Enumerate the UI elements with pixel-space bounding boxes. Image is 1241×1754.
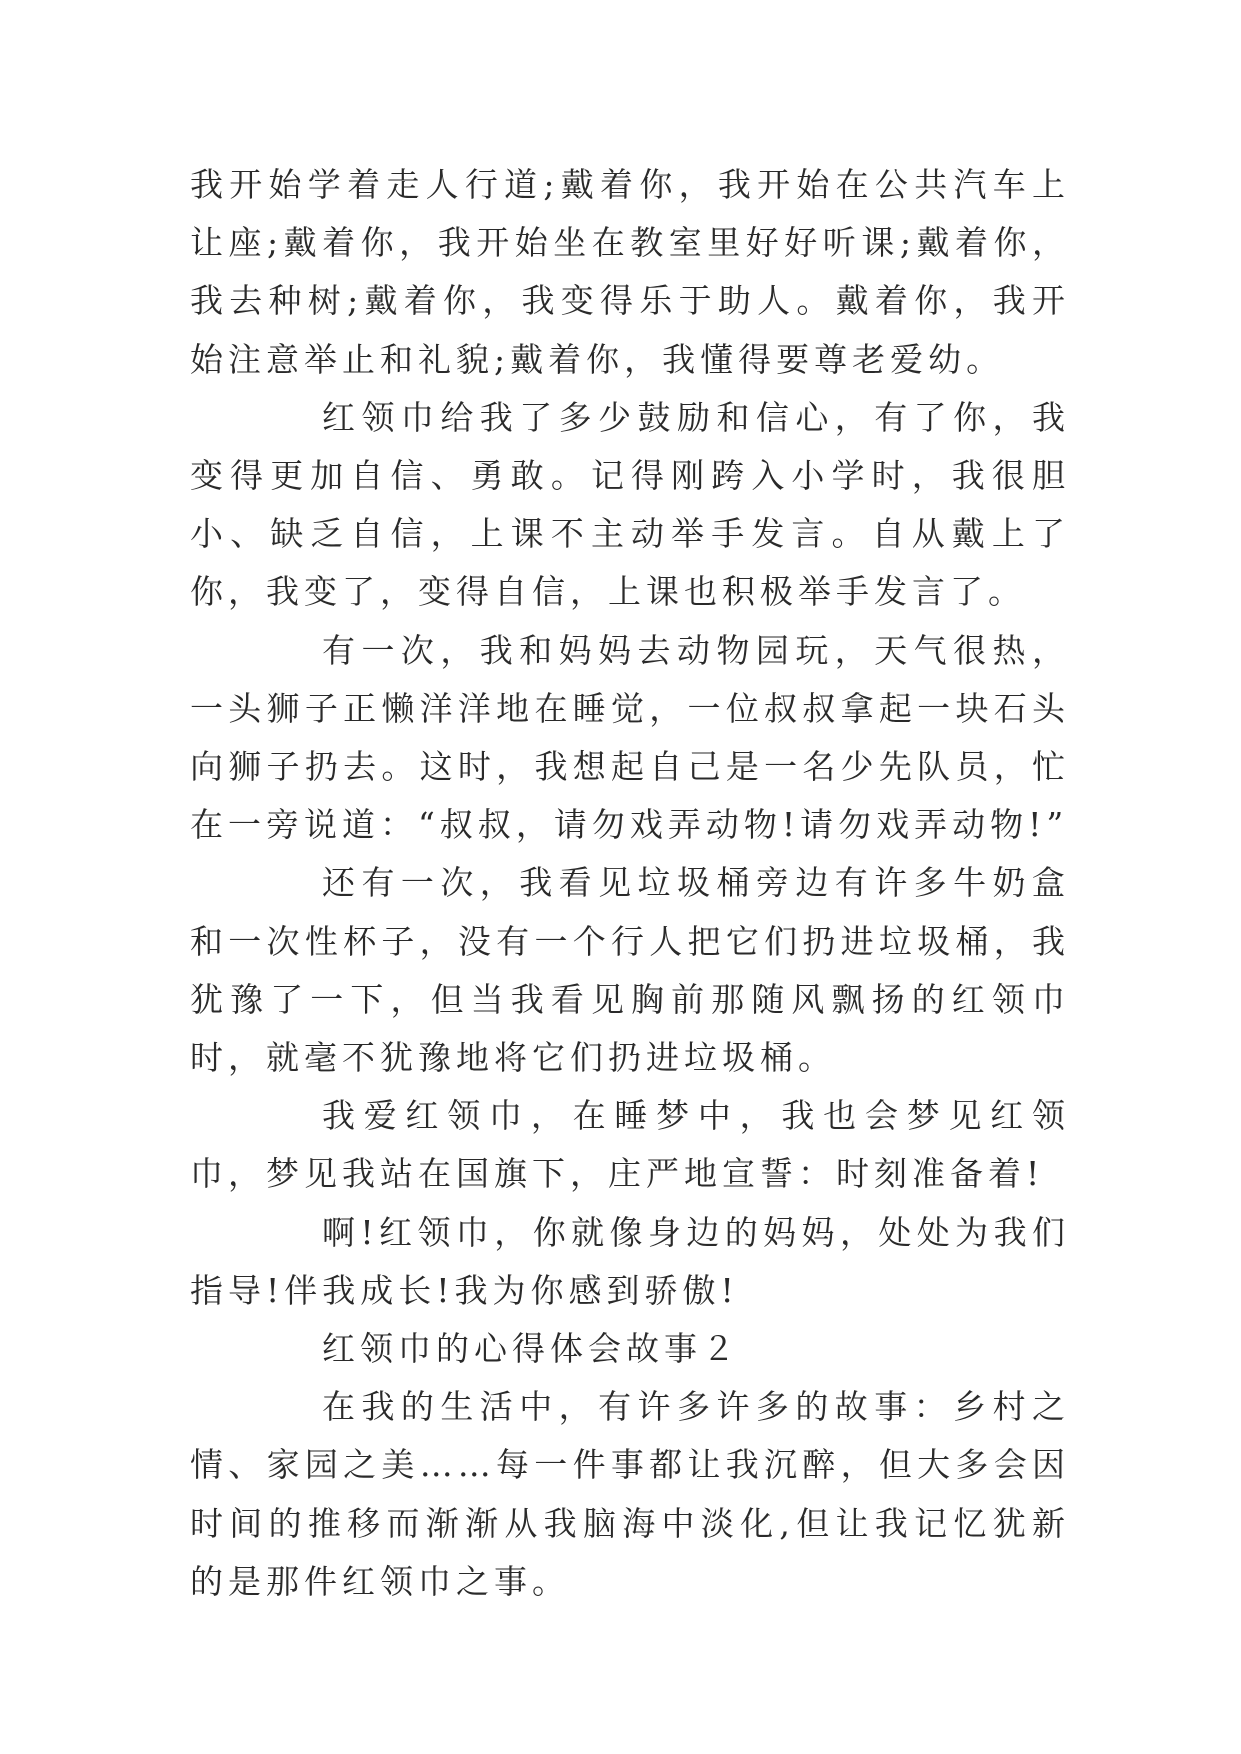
paragraph: 我爱红领巾，在睡梦中，我也会梦见红领巾，梦见我站在国旗下，庄严地宣誓：时刻准备着! <box>190 1096 1070 1194</box>
paragraph: 啊!红领巾，你就像身边的妈妈，处处为我们指导!伴我成长!我为你感到骄傲! <box>190 1212 1070 1310</box>
paragraph: 红领巾给我了多少鼓励和信心，有了你，我变得更加自信、勇敢。记得刚跨入小学时，我很胆小、缺乏自信，上课不主动举手发言。自从戴上了你，我变了，变得自信，上课也积极举手发言了。 <box>190 397 1070 612</box>
document-body <box>190 156 1070 1611</box>
section-title: 红领巾的心得体会故事２ <box>322 1329 740 1369</box>
paragraph: 我开始学着走人行道;戴着你，我开始在公共汽车上让座;戴着你，我开始坐在教室里好好听课;戴着你，我去种树;戴着你，我变得乐于助人。戴着你，我开始注意举止和礼貌;戴着你，我懂得要尊老爱幼。 <box>190 165 1070 379</box>
paragraph: 还有一次，我看见垃圾桶旁边有许多牛奶盒和一次性杯子，没有一个行人把它们扔进垃圾桶，我犹豫了一下，但当我看见胸前那随风飘扬的红领巾时，就毫不犹豫地将它们扔进垃圾桶。 <box>190 863 1070 1078</box>
paragraph: 在我的生活中，有许多许多的故事：乡村之情、家园之美……每一件事都让我沉醉，但大多会因时间的推移而渐渐从我脑海中淡化,但让我记忆犹新的是那件红领巾之事。 <box>190 1387 1070 1601</box>
paragraph: 有一次，我和妈妈去动物园玩，天气很热，一头狮子正懒洋洋地在睡觉，一位叔叔拿起一块石头向狮子扔去。这时，我想起自己是一名少先队员，忙在一旁说道：“叔叔，请勿戏弄动物!请勿戏弄动物!” <box>190 630 1070 845</box>
